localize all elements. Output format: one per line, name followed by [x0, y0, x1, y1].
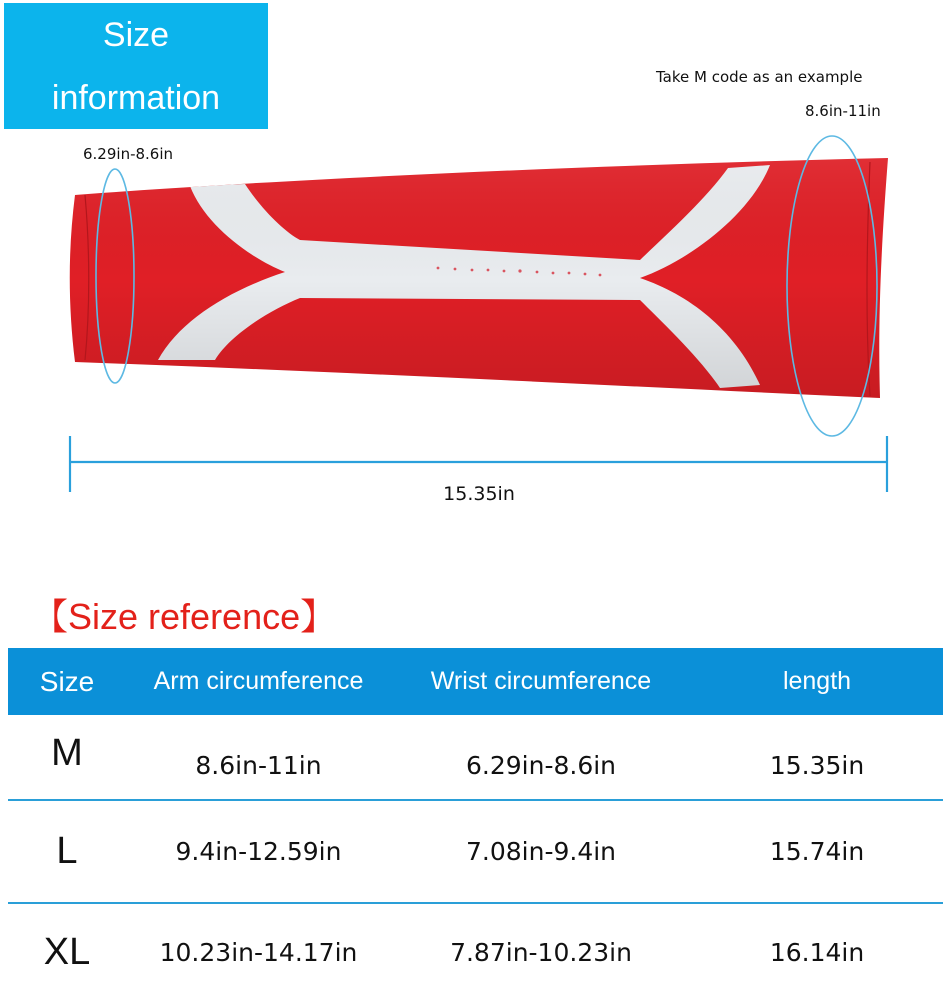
table-row [8, 904, 943, 964]
arm-cell: 10.23in-14.17in [159, 938, 358, 964]
wrist-cell: 6.29in-8.6in [465, 750, 617, 780]
wrist-cell: 7.87in-10.23in [450, 938, 632, 964]
wrist-cell: 7.08in-9.4in [465, 837, 617, 866]
length-cell: 15.35in [769, 750, 865, 780]
header-length: length [782, 667, 852, 695]
arm-cell: 8.6in-11in [195, 750, 322, 780]
table-header [8, 648, 943, 715]
header-size: Size [39, 665, 95, 697]
sleeve-body [60, 150, 900, 410]
table-row [8, 715, 943, 801]
size-reference-title: 【Size reference】 [32, 596, 337, 637]
example-note: Take M code as an example [656, 68, 863, 86]
arm-circumference-note: 8.6in-11in [805, 102, 881, 120]
size-cell: M [51, 731, 83, 774]
size-reference-table [8, 648, 943, 964]
header-arm-circumference: Arm circumference [153, 667, 364, 695]
length-label [0, 483, 950, 505]
badge-line-2: information [51, 79, 221, 117]
length-cell: 16.14in [769, 938, 865, 964]
header-wrist-circumference: Wrist circumference [430, 667, 652, 695]
size-cell: L [56, 830, 78, 872]
badge-line-1: Size [102, 16, 170, 54]
length-value: 15.35in [443, 483, 515, 505]
size-cell: XL [43, 931, 91, 964]
table-row [8, 801, 943, 904]
length-cell: 15.74in [769, 837, 865, 866]
sleeve-white-pattern [60, 150, 900, 410]
wrist-circumference-note: 6.29in-8.6in [83, 145, 174, 163]
arm-cell: 9.4in-12.59in [175, 837, 342, 866]
